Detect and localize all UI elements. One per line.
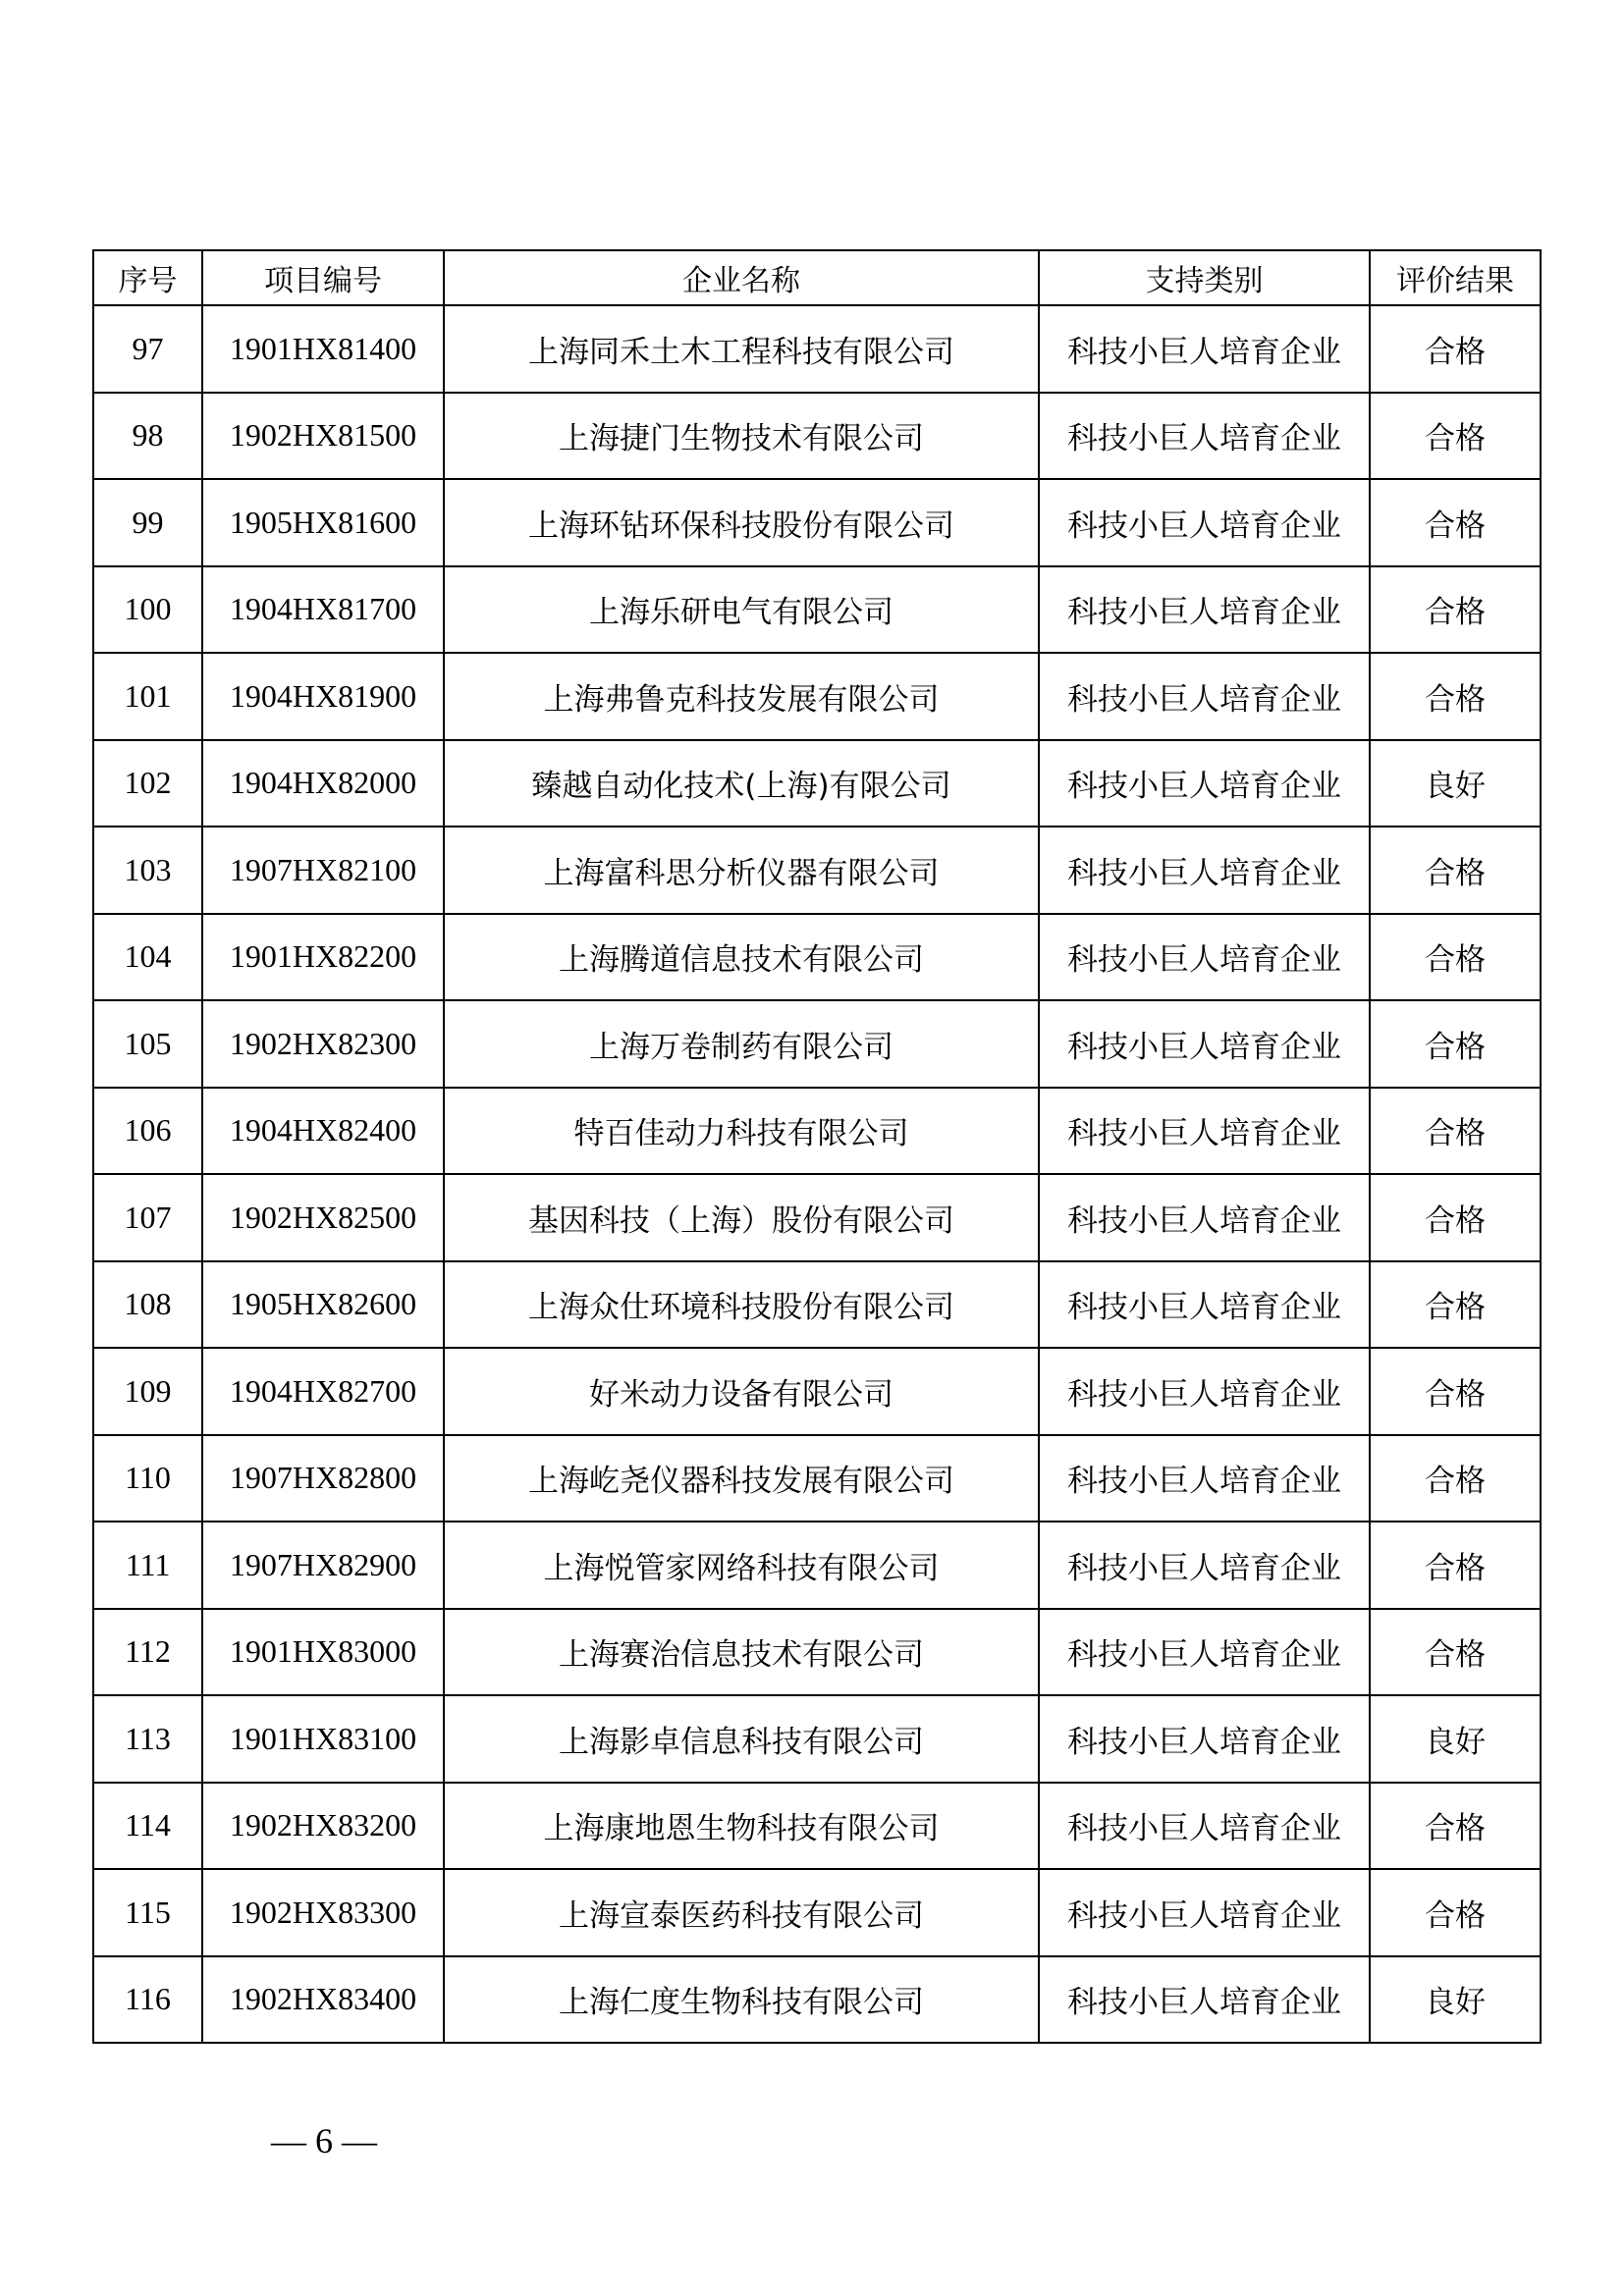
row-seq: 109 xyxy=(93,1348,202,1435)
row-seq: 110 xyxy=(93,1435,202,1522)
row-evaluation-result: 合格 xyxy=(1370,914,1541,1001)
row-support-category: 科技小巨人培育企业 xyxy=(1039,1174,1370,1261)
row-company-name: 臻越自动化技术(上海)有限公司 xyxy=(444,740,1039,828)
header-evaluation-result: 评价结果 xyxy=(1370,250,1541,305)
row-project-code: 1904HX82000 xyxy=(202,740,444,828)
table-row xyxy=(93,827,1541,914)
row-seq: 97 xyxy=(93,305,202,393)
row-seq: 99 xyxy=(93,479,202,566)
table-row xyxy=(93,653,1541,740)
row-project-code: 1904HX81900 xyxy=(202,653,444,740)
row-project-code: 1907HX82100 xyxy=(202,827,444,914)
row-evaluation-result: 合格 xyxy=(1370,653,1541,740)
row-support-category: 科技小巨人培育企业 xyxy=(1039,1609,1370,1696)
row-evaluation-result: 合格 xyxy=(1370,1783,1541,1870)
row-seq: 100 xyxy=(93,566,202,654)
row-support-category: 科技小巨人培育企业 xyxy=(1039,1088,1370,1175)
row-company-name: 上海乐研电气有限公司 xyxy=(444,566,1039,654)
row-support-category: 科技小巨人培育企业 xyxy=(1039,1956,1370,2044)
row-seq: 115 xyxy=(93,1869,202,1956)
row-company-name: 上海众仕环境科技股份有限公司 xyxy=(444,1261,1039,1349)
row-project-code: 1902HX81500 xyxy=(202,393,444,480)
row-evaluation-result: 良好 xyxy=(1370,1695,1541,1783)
row-company-name: 上海捷门生物技术有限公司 xyxy=(444,393,1039,480)
row-support-category: 科技小巨人培育企业 xyxy=(1039,653,1370,740)
row-company-name: 上海屹尧仪器科技发展有限公司 xyxy=(444,1435,1039,1522)
row-seq: 116 xyxy=(93,1956,202,2044)
table-body xyxy=(93,305,1541,2043)
table-row xyxy=(93,1956,1541,2044)
table-row xyxy=(93,393,1541,480)
row-project-code: 1902HX83300 xyxy=(202,1869,444,1956)
row-evaluation-result: 合格 xyxy=(1370,1609,1541,1696)
row-seq: 103 xyxy=(93,827,202,914)
row-project-code: 1901HX83000 xyxy=(202,1609,444,1696)
table-row xyxy=(93,740,1541,828)
row-project-code: 1901HX81400 xyxy=(202,305,444,393)
row-seq: 98 xyxy=(93,393,202,480)
row-company-name: 上海宣泰医药科技有限公司 xyxy=(444,1869,1039,1956)
row-evaluation-result: 合格 xyxy=(1370,1088,1541,1175)
row-support-category: 科技小巨人培育企业 xyxy=(1039,1522,1370,1609)
row-seq: 105 xyxy=(93,1000,202,1088)
table-header-row xyxy=(93,250,1541,305)
row-evaluation-result: 合格 xyxy=(1370,1348,1541,1435)
row-seq: 111 xyxy=(93,1522,202,1609)
table-row xyxy=(93,1000,1541,1088)
row-company-name: 上海康地恩生物科技有限公司 xyxy=(444,1783,1039,1870)
row-seq: 112 xyxy=(93,1609,202,1696)
table-row xyxy=(93,1088,1541,1175)
row-seq: 114 xyxy=(93,1783,202,1870)
row-evaluation-result: 合格 xyxy=(1370,1000,1541,1088)
row-seq: 107 xyxy=(93,1174,202,1261)
row-project-code: 1904HX81700 xyxy=(202,566,444,654)
row-company-name: 好米动力设备有限公司 xyxy=(444,1348,1039,1435)
row-company-name: 上海同禾土木工程科技有限公司 xyxy=(444,305,1039,393)
table-row xyxy=(93,1348,1541,1435)
row-company-name: 上海环钻环保科技股份有限公司 xyxy=(444,479,1039,566)
header-company-name: 企业名称 xyxy=(444,250,1039,305)
row-project-code: 1902HX82300 xyxy=(202,1000,444,1088)
table-row xyxy=(93,1435,1541,1522)
table-row xyxy=(93,1783,1541,1870)
row-evaluation-result: 良好 xyxy=(1370,740,1541,828)
row-project-code: 1904HX82400 xyxy=(202,1088,444,1175)
table-row xyxy=(93,1609,1541,1696)
row-company-name: 上海仁度生物科技有限公司 xyxy=(444,1956,1039,2044)
row-company-name: 上海万卷制药有限公司 xyxy=(444,1000,1039,1088)
header-project-code: 项目编号 xyxy=(202,250,444,305)
row-support-category: 科技小巨人培育企业 xyxy=(1039,566,1370,654)
row-company-name: 上海富科思分析仪器有限公司 xyxy=(444,827,1039,914)
row-project-code: 1901HX83100 xyxy=(202,1695,444,1783)
row-seq: 106 xyxy=(93,1088,202,1175)
row-support-category: 科技小巨人培育企业 xyxy=(1039,1435,1370,1522)
table-row xyxy=(93,1869,1541,1956)
row-evaluation-result: 合格 xyxy=(1370,1174,1541,1261)
header-support-category: 支持类别 xyxy=(1039,250,1370,305)
row-company-name: 上海腾道信息技术有限公司 xyxy=(444,914,1039,1001)
row-project-code: 1902HX82500 xyxy=(202,1174,444,1261)
table-row xyxy=(93,479,1541,566)
row-seq: 101 xyxy=(93,653,202,740)
row-evaluation-result: 合格 xyxy=(1370,566,1541,654)
row-project-code: 1901HX82200 xyxy=(202,914,444,1001)
row-company-name: 上海悦管家网络科技有限公司 xyxy=(444,1522,1039,1609)
row-evaluation-result: 合格 xyxy=(1370,305,1541,393)
row-evaluation-result: 合格 xyxy=(1370,827,1541,914)
table-row xyxy=(93,1174,1541,1261)
row-support-category: 科技小巨人培育企业 xyxy=(1039,914,1370,1001)
row-evaluation-result: 合格 xyxy=(1370,1261,1541,1349)
row-support-category: 科技小巨人培育企业 xyxy=(1039,827,1370,914)
table-row xyxy=(93,1261,1541,1349)
row-support-category: 科技小巨人培育企业 xyxy=(1039,479,1370,566)
row-project-code: 1907HX82900 xyxy=(202,1522,444,1609)
evaluation-table xyxy=(92,249,1542,2044)
row-evaluation-result: 合格 xyxy=(1370,479,1541,566)
row-support-category: 科技小巨人培育企业 xyxy=(1039,393,1370,480)
row-support-category: 科技小巨人培育企业 xyxy=(1039,1695,1370,1783)
row-company-name: 上海影卓信息科技有限公司 xyxy=(444,1695,1039,1783)
row-company-name: 上海弗鲁克科技发展有限公司 xyxy=(444,653,1039,740)
row-support-category: 科技小巨人培育企业 xyxy=(1039,1261,1370,1349)
row-company-name: 上海赛治信息技术有限公司 xyxy=(444,1609,1039,1696)
row-support-category: 科技小巨人培育企业 xyxy=(1039,1869,1370,1956)
row-company-name: 特百佳动力科技有限公司 xyxy=(444,1088,1039,1175)
row-project-code: 1907HX82800 xyxy=(202,1435,444,1522)
page-number: — 6 — xyxy=(271,2121,377,2161)
row-seq: 102 xyxy=(93,740,202,828)
row-project-code: 1902HX83400 xyxy=(202,1956,444,2044)
row-seq: 108 xyxy=(93,1261,202,1349)
row-seq: 113 xyxy=(93,1695,202,1783)
row-project-code: 1902HX83200 xyxy=(202,1783,444,1870)
row-evaluation-result: 良好 xyxy=(1370,1956,1541,2044)
row-company-name: 基因科技（上海）股份有限公司 xyxy=(444,1174,1039,1261)
table-row xyxy=(93,1695,1541,1783)
row-support-category: 科技小巨人培育企业 xyxy=(1039,1000,1370,1088)
row-evaluation-result: 合格 xyxy=(1370,393,1541,480)
row-project-code: 1905HX82600 xyxy=(202,1261,444,1349)
table-row xyxy=(93,914,1541,1001)
table-row xyxy=(93,1522,1541,1609)
row-evaluation-result: 合格 xyxy=(1370,1435,1541,1522)
row-support-category: 科技小巨人培育企业 xyxy=(1039,740,1370,828)
row-support-category: 科技小巨人培育企业 xyxy=(1039,305,1370,393)
header-seq: 序号 xyxy=(93,250,202,305)
row-support-category: 科技小巨人培育企业 xyxy=(1039,1783,1370,1870)
table-row xyxy=(93,566,1541,654)
row-support-category: 科技小巨人培育企业 xyxy=(1039,1348,1370,1435)
table-row xyxy=(93,305,1541,393)
row-project-code: 1904HX82700 xyxy=(202,1348,444,1435)
row-evaluation-result: 合格 xyxy=(1370,1522,1541,1609)
row-evaluation-result: 合格 xyxy=(1370,1869,1541,1956)
row-project-code: 1905HX81600 xyxy=(202,479,444,566)
row-seq: 104 xyxy=(93,914,202,1001)
